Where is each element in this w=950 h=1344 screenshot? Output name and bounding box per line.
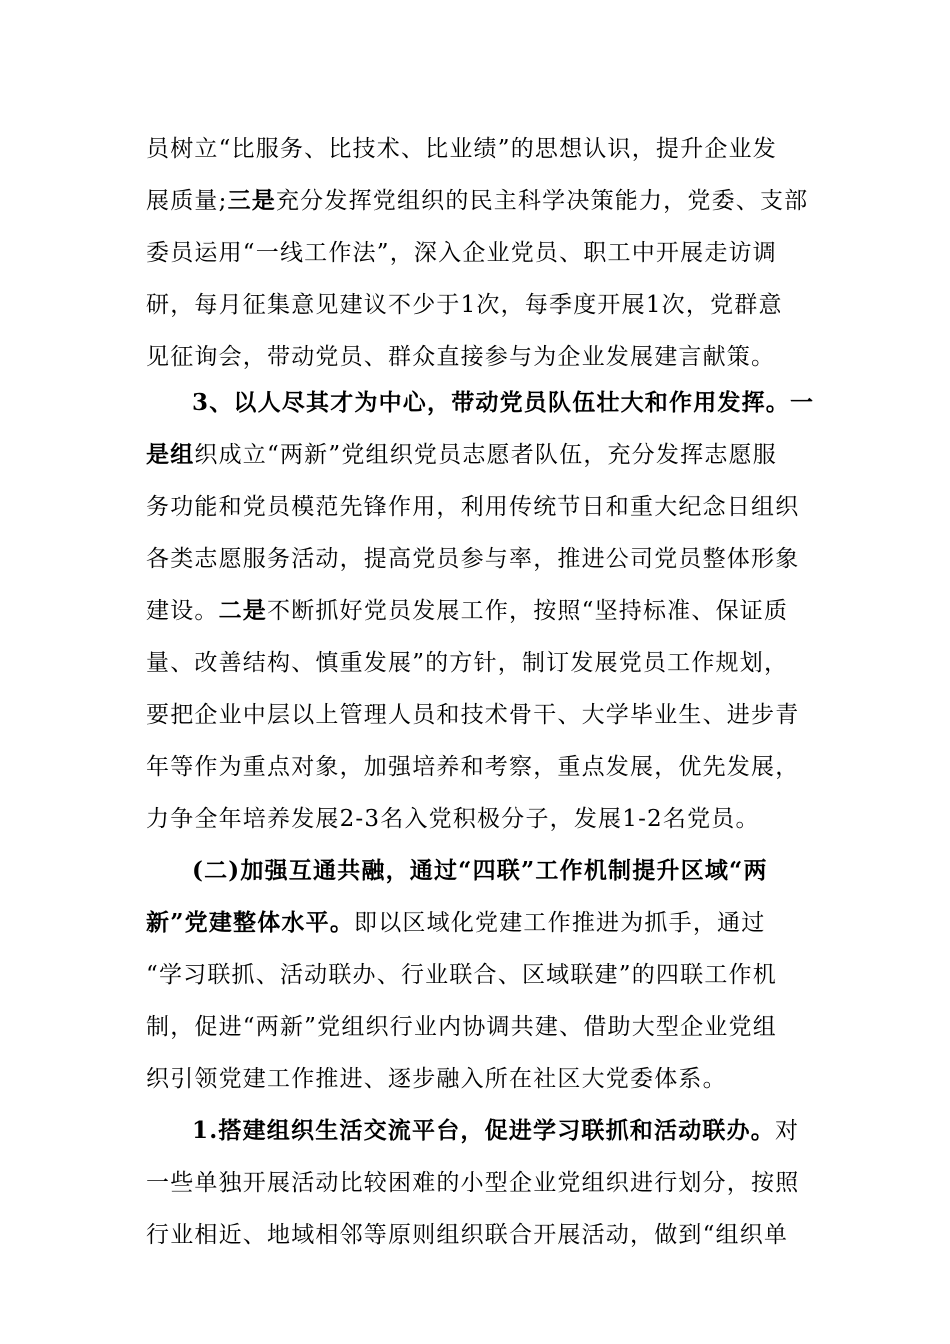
text-line <box>146 752 799 782</box>
text-run: 即以区域化党建工作推进为抓手，通过 <box>354 910 766 936</box>
text-run: 建设。 <box>146 598 219 624</box>
text-run: 行业相近、地域相邻等原则组织联合开展活动，做到“组织单 <box>146 1222 789 1248</box>
text-run: 一些单独开展活动比较困难的小型企业党组织进行划分，按照 <box>146 1170 800 1196</box>
text-line <box>146 596 788 626</box>
text-run: 织成立“两新”党组织党员志愿者队伍，充分发挥志愿服 <box>194 442 777 468</box>
text-line <box>146 1220 788 1250</box>
emphasis-run: 三是 <box>227 187 276 214</box>
emphasis-run: 是组 <box>146 441 195 468</box>
text-run: “学习联抓、活动联办、行业联合、区域联建”的四联工作机 <box>146 962 777 988</box>
subsection-heading-line <box>192 1116 799 1146</box>
text-run: 力争全年培养发展2-3名入党积极分子，发展1-2名党员。 <box>146 806 760 832</box>
text-run: 制，促进“两新”党组织行业内协调共建、借助大型企业党组 <box>146 1014 777 1040</box>
text-line <box>146 1168 799 1198</box>
text-run: 员树立“比服务、比技术、比业绩”的思想认识，提升企业发 <box>146 136 777 162</box>
text-run: 对 <box>775 1118 800 1144</box>
text-run: 年等作为重点对象，加强培养和考察，重点发展，优先发展， <box>146 754 800 780</box>
text-run: 展质量; <box>146 188 228 214</box>
subsection-heading-line <box>192 388 814 418</box>
text-line <box>146 186 808 216</box>
text-line <box>146 544 799 574</box>
emphasis-run: 二是 <box>218 597 268 624</box>
heading-run: 1.搭建组织生活交流平台，促进学习联抓和活动联办。 <box>192 1117 776 1144</box>
text-run: 织引领党建工作推进、逐步融入所在社区大党委体系。 <box>146 1066 727 1092</box>
emphasis-run: 新”党建整体水平。 <box>146 909 355 936</box>
text-line <box>146 492 799 522</box>
section-heading-line <box>192 856 768 886</box>
text-run: 不断抓好党员发展工作，按照“坚持标准、保证质 <box>267 598 789 624</box>
text-line <box>146 290 783 320</box>
text-line <box>146 238 777 268</box>
heading-run: 3、以人尽其才为中心，带动党员队伍壮大和作用发挥。一 <box>192 389 815 416</box>
text-line <box>146 1012 777 1042</box>
text-line <box>146 648 788 678</box>
text-line <box>146 440 777 470</box>
text-run: 研，每月征集意见建议不少于1次，每季度开展1次，党群意 <box>146 292 783 318</box>
text-line <box>146 342 775 372</box>
text-line <box>146 1064 727 1094</box>
text-run: 各类志愿服务活动，提高党员参与率，推进公司党员整体形象 <box>146 546 800 572</box>
text-run: 量、改善结构、慎重发展”的方针，制订发展党员工作规划， <box>146 650 789 676</box>
text-run: 充分发挥党组织的民主科学决策能力，党委、支部 <box>275 188 809 214</box>
text-line <box>146 700 799 730</box>
text-run: 务功能和党员模范先锋作用，利用传统节日和重大纪念日组织 <box>146 494 800 520</box>
text-line <box>146 960 777 990</box>
text-run: 见征询会，带动党员、群众直接参与为企业发展建言献策。 <box>146 344 776 370</box>
text-line <box>146 908 765 938</box>
text-run: 要把企业中层以上管理人员和技术骨干、大学毕业生、进步青 <box>146 702 800 728</box>
text-line <box>146 134 777 164</box>
heading-run: (二)加强互通共融，通过“四联”工作机制提升区域“两 <box>192 857 768 884</box>
text-run: 委员运用“一线工作法”，深入企业党员、职工中开展走访调 <box>146 240 777 266</box>
text-line <box>146 804 760 834</box>
